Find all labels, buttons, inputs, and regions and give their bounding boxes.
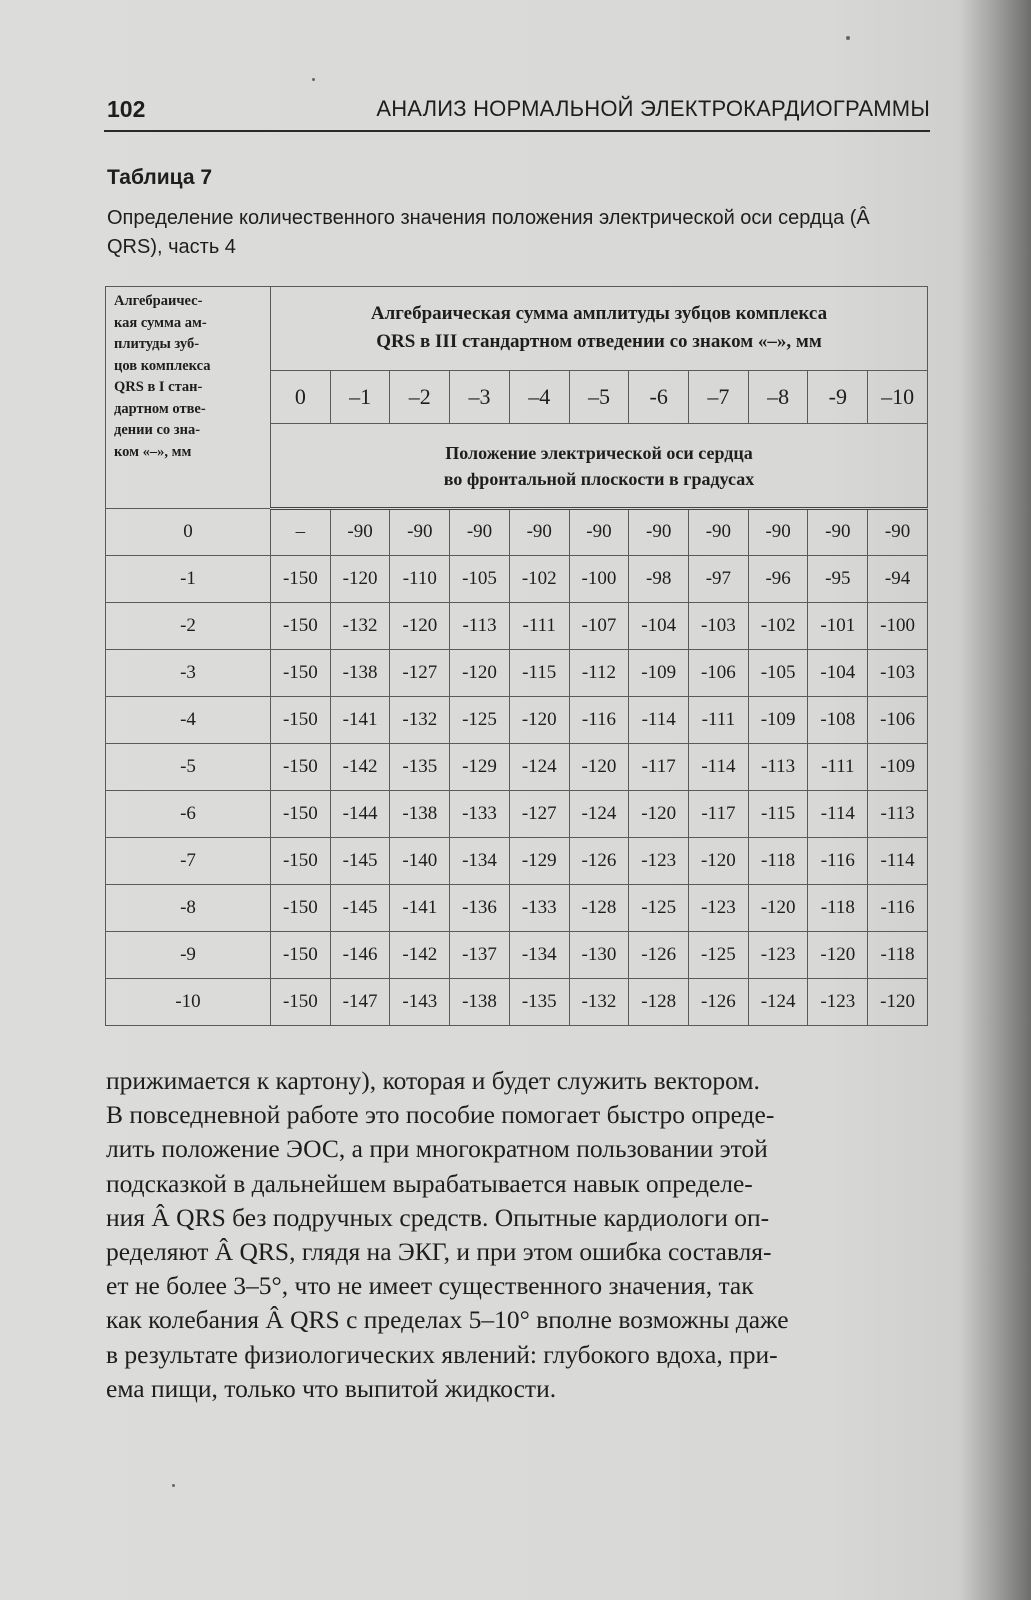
value-group-header-line: во фронтальной плоскости в градусах	[443, 468, 755, 489]
value-group-header	[271, 424, 928, 509]
row-label: -4	[106, 696, 271, 743]
table-cell: -132	[390, 696, 450, 743]
table-cell: -125	[629, 884, 689, 931]
table-cell: -141	[330, 696, 390, 743]
axis-table	[105, 286, 928, 1026]
table-cell: -95	[808, 555, 868, 602]
table-cell: -143	[390, 978, 450, 1025]
table-cell: -135	[509, 978, 569, 1025]
column-value-header: -9	[808, 370, 868, 423]
table-cell: -145	[330, 837, 390, 884]
table-cell: -106	[689, 649, 749, 696]
table-cell: -150	[271, 884, 331, 931]
speck	[172, 1484, 175, 1487]
body-line: подсказкой в дальнейшем вырабатывается навык определе-	[106, 1168, 753, 1198]
table-cell: -150	[271, 931, 331, 978]
table-cell: -90	[868, 508, 928, 555]
table-cell: -120	[390, 602, 450, 649]
table-cell: -129	[450, 743, 510, 790]
row-label: -2	[106, 602, 271, 649]
table-cell: -150	[271, 978, 331, 1025]
table-cell: -140	[390, 837, 450, 884]
body-line: ределяют Â QRS, глядя на ЭКГ, и при этом ошибка составля-	[106, 1237, 772, 1267]
row-label: -3	[106, 649, 271, 696]
row-label: -9	[106, 931, 271, 978]
table-cell: -125	[689, 931, 749, 978]
table-cell: -124	[509, 743, 569, 790]
table-cell: -144	[330, 790, 390, 837]
table-cell: -137	[450, 931, 510, 978]
table-cell: -147	[330, 978, 390, 1025]
table-cell: -105	[450, 555, 510, 602]
body-line: в результате физиологических явлений: глубокого вдоха, при-	[106, 1339, 778, 1369]
table-cell: -103	[868, 649, 928, 696]
row-label: -8	[106, 884, 271, 931]
table-cell: -90	[569, 508, 629, 555]
table-cell: -125	[450, 696, 510, 743]
table-cell: -110	[390, 555, 450, 602]
table-cell: -105	[748, 649, 808, 696]
table-row	[106, 884, 928, 931]
table-cell: -138	[330, 649, 390, 696]
table-description: Определение количественного значения положения электрической оси сердца (Â QRS), часть 4	[107, 207, 870, 258]
table-row	[106, 696, 928, 743]
value-group-header-line: Положение электрической оси сердца	[445, 442, 753, 463]
table-cell: -90	[509, 508, 569, 555]
table-cell: -90	[689, 508, 749, 555]
table-cell: -120	[569, 743, 629, 790]
table-cell: -142	[390, 931, 450, 978]
table-cell: -115	[509, 649, 569, 696]
table-cell: -142	[330, 743, 390, 790]
column-value-header: –7	[689, 370, 749, 423]
table-body	[106, 508, 928, 1025]
column-group-header	[271, 287, 928, 371]
table-cell: -113	[450, 602, 510, 649]
table-cell: -120	[629, 790, 689, 837]
table-cell: -117	[689, 790, 749, 837]
table-cell: -109	[629, 649, 689, 696]
table-cell: -103	[689, 602, 749, 649]
table-cell: -138	[390, 790, 450, 837]
body-paragraph	[106, 1064, 930, 1406]
table-cell: -111	[808, 743, 868, 790]
table-cell: -132	[330, 602, 390, 649]
column-value-header: –2	[390, 370, 450, 423]
body-line: как колебания Â QRS с пределах 5–10° вполне возможны даже	[106, 1305, 789, 1335]
row-header-line: ком «–», мм	[114, 443, 192, 460]
table-cell: -106	[868, 696, 928, 743]
table-cell: -150	[271, 837, 331, 884]
table-cell: -107	[569, 602, 629, 649]
table-cell: -112	[569, 649, 629, 696]
table-row	[106, 743, 928, 790]
row-header-line: кая сумма ам-	[114, 314, 207, 331]
table-cell: -150	[271, 555, 331, 602]
column-value-header: –5	[569, 370, 629, 423]
table-cell: -109	[748, 696, 808, 743]
column-group-header-line: QRS в III стандартном отведении со знаком «–», мм	[376, 331, 822, 353]
table-cell: -120	[808, 931, 868, 978]
row-header-line: плитуды зуб-	[114, 336, 200, 352]
table-cell: -127	[509, 790, 569, 837]
body-line: прижимается к картону), которая и будет служить вектором.	[106, 1066, 760, 1095]
body-line: ема пищи, только что выпитой жидкости.	[106, 1373, 557, 1403]
table-cell: -126	[689, 978, 749, 1025]
table-row	[106, 790, 928, 837]
table-cell: -123	[629, 837, 689, 884]
table-cell: -102	[509, 555, 569, 602]
table-cell: -150	[271, 649, 331, 696]
table-row	[106, 508, 928, 555]
table-cell: -120	[450, 649, 510, 696]
table-caption: Таблица 7	[107, 166, 213, 189]
table-cell: -123	[689, 884, 749, 931]
table-cell: -134	[509, 931, 569, 978]
table-cell: -104	[808, 649, 868, 696]
column-value-header: -6	[629, 370, 689, 423]
speck	[312, 78, 315, 81]
body-line: В повседневной работе это пособие помогает быстро опреде-	[106, 1100, 775, 1130]
row-header-line: дартном отве-	[114, 400, 206, 417]
table-cell: -120	[689, 837, 749, 884]
table-cell: -120	[509, 696, 569, 743]
table-cell: -116	[808, 837, 868, 884]
table-cell: -120	[748, 884, 808, 931]
table-cell: -97	[689, 555, 749, 602]
page-number: 102	[107, 96, 146, 122]
table-cell: -94	[868, 555, 928, 602]
running-title: АНАЛИЗ НОРМАЛЬНОЙ ЭЛЕКТРОКАРДИОГРАММЫ	[376, 96, 930, 121]
body-line: ет не более 3–5°, что не имеет существенного значения, так	[106, 1271, 754, 1301]
table-cell: -150	[271, 790, 331, 837]
table-cell: -133	[450, 790, 510, 837]
table-cell: -115	[748, 790, 808, 837]
column-group-header-line: Алгебраическая сумма амплитуды зубцов комплекса	[370, 303, 828, 325]
table-cell: -123	[748, 931, 808, 978]
table-row	[106, 649, 928, 696]
table-cell: -128	[629, 978, 689, 1025]
column-value-header: –10	[868, 370, 928, 423]
table-cell: -90	[629, 508, 689, 555]
table-cell: -136	[450, 884, 510, 931]
table-cell: -150	[271, 696, 331, 743]
table-cell: -114	[808, 790, 868, 837]
table-cell: -132	[569, 978, 629, 1025]
table-cell: -128	[569, 884, 629, 931]
table-cell: -114	[868, 837, 928, 884]
table-cell: -117	[629, 743, 689, 790]
table-cell: -111	[689, 696, 749, 743]
table-cell: -120	[868, 978, 928, 1025]
table-cell: -116	[569, 696, 629, 743]
row-header-line: Алгебраичес-	[114, 293, 203, 309]
table-row	[106, 978, 928, 1025]
row-header-line: дении со зна-	[114, 422, 201, 438]
table-cell: -150	[271, 743, 331, 790]
running-header	[104, 94, 930, 132]
column-value-header: –3	[450, 370, 510, 423]
table-cell: -141	[390, 884, 450, 931]
table-cell: -116	[868, 884, 928, 931]
table-cell: -90	[390, 508, 450, 555]
table-cell: -126	[629, 931, 689, 978]
table-cell: -100	[569, 555, 629, 602]
table-cell: –	[271, 508, 331, 555]
table-cell: -90	[748, 508, 808, 555]
body-line: ния Â QRS без подручных средств. Опытные кардиологи оп-	[106, 1202, 770, 1232]
row-header-line: QRS в I стан-	[114, 379, 203, 395]
speck	[846, 36, 850, 40]
table-cell: -114	[689, 743, 749, 790]
table-cell: -150	[271, 602, 331, 649]
table-cell: -138	[450, 978, 510, 1025]
row-label: -1	[106, 555, 271, 602]
row-label: 0	[106, 508, 271, 555]
row-header-cell	[106, 287, 271, 509]
column-value-header: –1	[330, 370, 390, 423]
row-header-line: цов комплекса	[114, 357, 211, 374]
table-cell: -124	[569, 790, 629, 837]
table-cell: -100	[868, 602, 928, 649]
table-cell: -118	[808, 884, 868, 931]
table-cell: -134	[450, 837, 510, 884]
table-cell: -145	[330, 884, 390, 931]
table-cell: -146	[330, 931, 390, 978]
table-cell: -108	[808, 696, 868, 743]
table-cell: -129	[509, 837, 569, 884]
table-cell: -135	[390, 743, 450, 790]
table-cell: -113	[748, 743, 808, 790]
table-row	[106, 837, 928, 884]
table-cell: -126	[569, 837, 629, 884]
table-cell: -111	[509, 602, 569, 649]
column-value-header: –4	[509, 370, 569, 423]
table-cell: -133	[509, 884, 569, 931]
row-label: -10	[106, 978, 271, 1025]
table-cell: -118	[868, 931, 928, 978]
table-cell: -90	[330, 508, 390, 555]
row-label: -6	[106, 790, 271, 837]
table-cell: -102	[748, 602, 808, 649]
table-cell: -127	[390, 649, 450, 696]
row-label: -7	[106, 837, 271, 884]
table-cell: -124	[748, 978, 808, 1025]
table-cell: -90	[808, 508, 868, 555]
table-cell: -123	[808, 978, 868, 1025]
table-row	[106, 555, 928, 602]
row-label: -5	[106, 743, 271, 790]
table-cell: -130	[569, 931, 629, 978]
body-line: лить положение ЭОС, а при многократном пользовании этой	[106, 1134, 768, 1164]
table-cell: -101	[808, 602, 868, 649]
table-cell: -113	[868, 790, 928, 837]
table-cell: -114	[629, 696, 689, 743]
table-cell: -104	[629, 602, 689, 649]
table-cell: -120	[330, 555, 390, 602]
table-cell: -90	[450, 508, 510, 555]
column-value-header: 0	[271, 370, 331, 423]
table-cell: -109	[868, 743, 928, 790]
table-cell: -118	[748, 837, 808, 884]
table-row	[106, 931, 928, 978]
table-cell: -96	[748, 555, 808, 602]
column-value-header: –8	[748, 370, 808, 423]
table-row	[106, 602, 928, 649]
table-cell: -98	[629, 555, 689, 602]
